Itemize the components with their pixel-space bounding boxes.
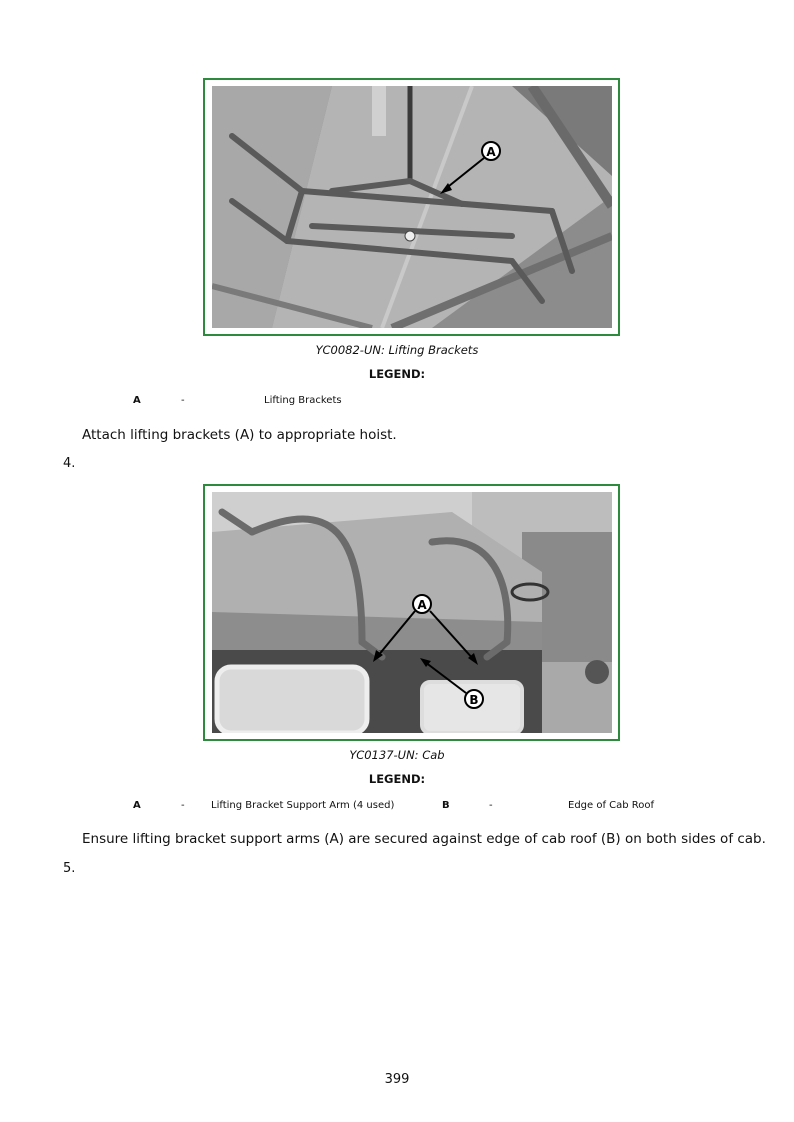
- figure1-legend-sep-a: -: [181, 395, 185, 406]
- figure2-legend-key-a: A: [133, 800, 141, 811]
- lifting-brackets-photo: [212, 86, 612, 328]
- figure2-legend-key-b: B: [442, 800, 450, 811]
- figure1-legend-key-a: A: [133, 395, 141, 406]
- figure1-legend-label-a: Lifting Brackets: [264, 395, 342, 406]
- figure2-caption: YC0137-UN: Cab: [349, 748, 445, 762]
- figure2-legend-title: LEGEND:: [368, 772, 426, 786]
- step-number-5: 5.: [63, 861, 76, 876]
- callout-b-label: B: [469, 693, 479, 707]
- figure2-legend-label-b: Edge of Cab Roof: [568, 800, 655, 811]
- figure1-caption: YC0082-UN: Lifting Brackets: [315, 343, 479, 357]
- figure2-legend-label-a: Lifting Bracket Support Arm (4 used): [211, 800, 395, 811]
- callout-a-label: A: [486, 145, 496, 159]
- step-instruction-attach-brackets: Attach lifting brackets (A) to appropriate hoist.: [82, 427, 397, 443]
- figure-cab: [203, 484, 620, 741]
- figure-lifting-brackets: [203, 78, 620, 336]
- page-number: 399: [384, 1072, 410, 1087]
- figure1-legend-title: LEGEND:: [368, 367, 426, 381]
- callout-a-label: A: [417, 598, 427, 612]
- figure2-legend-sep-a: -: [181, 800, 185, 811]
- step-number-4: 4.: [63, 456, 76, 471]
- step-instruction-secure-arms: Ensure lifting bracket support arms (A) are secured against edge of cab roof (B) on both sides of cab.: [82, 831, 766, 847]
- cab-photo: [212, 492, 612, 733]
- figure2-legend-sep-b: -: [489, 800, 493, 811]
